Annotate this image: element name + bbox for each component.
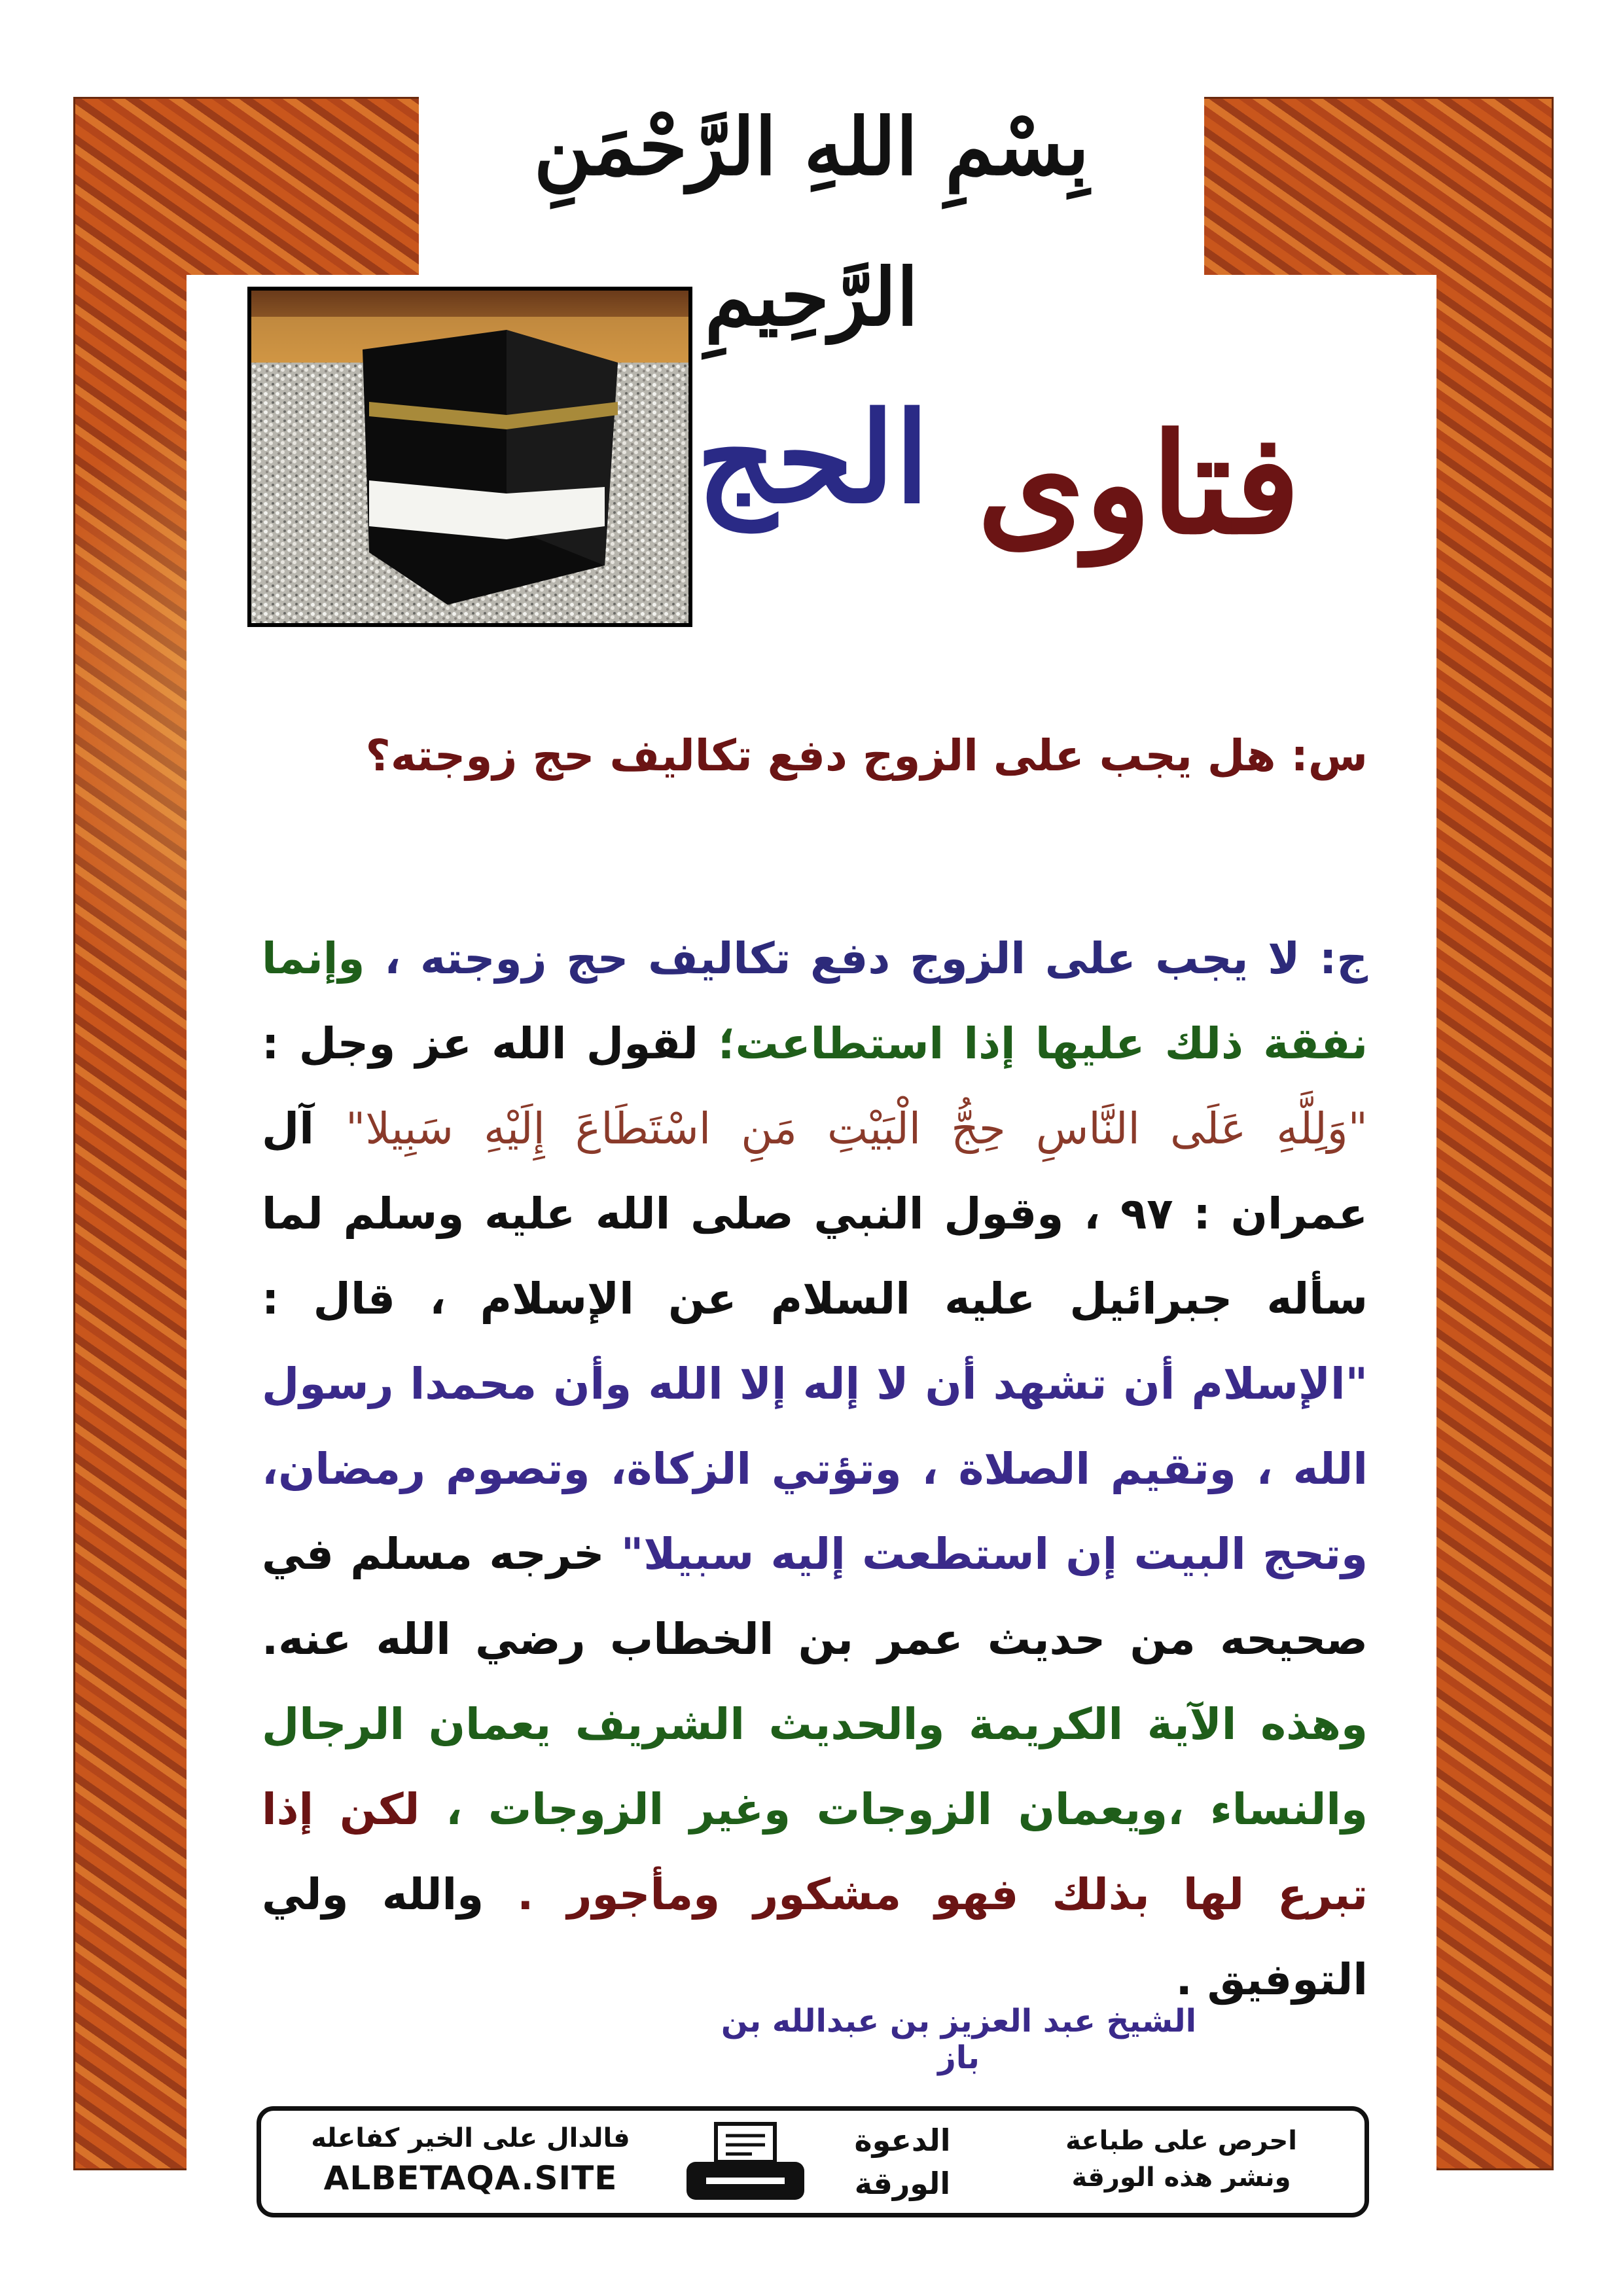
footer-bar [257, 2106, 1369, 2217]
ruling-scope: وهذه الآية الكريمة والحديث الشريف يعمان الرجال والنساء ،ويعمان الزوجات وغير الزوجات ، [262, 1699, 1368, 1835]
basmala-calligraphy: بِسْمِ اللهِ الرَّحْمَنِ الرَّحِيمِ [533, 101, 1090, 344]
title-hajj: الحج [696, 385, 929, 531]
footer-note-line1: احرص على طباعة [1065, 2126, 1297, 2156]
footer-saying: فالدال على الخير كفاعله [311, 2123, 630, 2153]
answer-opening: ج: لا يجب على الزوج دفع تكاليف حج زوجته ، [384, 933, 1368, 984]
footer-left [287, 2120, 654, 2200]
footer-note-line2: ونشر هذه الورقة [1071, 2162, 1291, 2193]
answer-quote-intro: لقول الله عز وجل : [262, 1018, 698, 1069]
ruling-exception: لكن إذا تبرع لها بذلك فهو مشكور ومأجور . [262, 1784, 1368, 1920]
quran-verse: "وَلِلَّهِ عَلَى النَّاسِ حِجُّ الْبَيْتِ مَنِ اسْتَطَاعَ إِلَيْهِ سَبِيلا" [346, 1103, 1368, 1154]
kaaba-image [251, 291, 688, 623]
answer-expense: وإنما نفقة ذلك عليها إذا استطاعت؛ [262, 933, 1368, 1069]
answer-text [262, 916, 1368, 2022]
logo-line2: الورقة [854, 2166, 951, 2201]
verse-reference: آل عمران : ٩٧ ، [262, 1103, 1368, 1239]
kaaba-photo [247, 287, 692, 627]
dawah-logo [837, 2119, 968, 2212]
printer-icon [680, 2121, 811, 2206]
hadith-text: "الإسلام أن تشهد أن لا إله إلا الله وأن محمدا رسول الله ، وتقيم الصلاة ، وتؤتي الزكاة، وتصوم رمضان، وتحج البيت إن استطعت إليه سبيلا" [262, 1359, 1368, 1579]
hadith-source: خرجه مسلم في صحيحه من حديث عمر بن الخطاب رضي الله عنه. [262, 1529, 1368, 1664]
question-text: س: هل يجب على الزوج دفع تكاليف حج زوجته؟ [365, 730, 1368, 781]
site-link[interactable]: ALBETAQA.SITE [323, 2159, 618, 2197]
closing-line: والله ولي التوفيق . [262, 1869, 1368, 2005]
footer-right [1018, 2123, 1345, 2196]
logo-line1: الدعوة [854, 2123, 951, 2158]
hadith-intro: وقول النبي صلى الله عليه وسلم لما سأله جبرائيل عليه السلام عن الإسلام ، قال : [262, 1189, 1368, 1324]
title-fatawa: فتاوى [977, 403, 1300, 565]
signature: الشيخ عبد العزيز بن عبدالله بن باز [721, 2003, 1197, 2076]
